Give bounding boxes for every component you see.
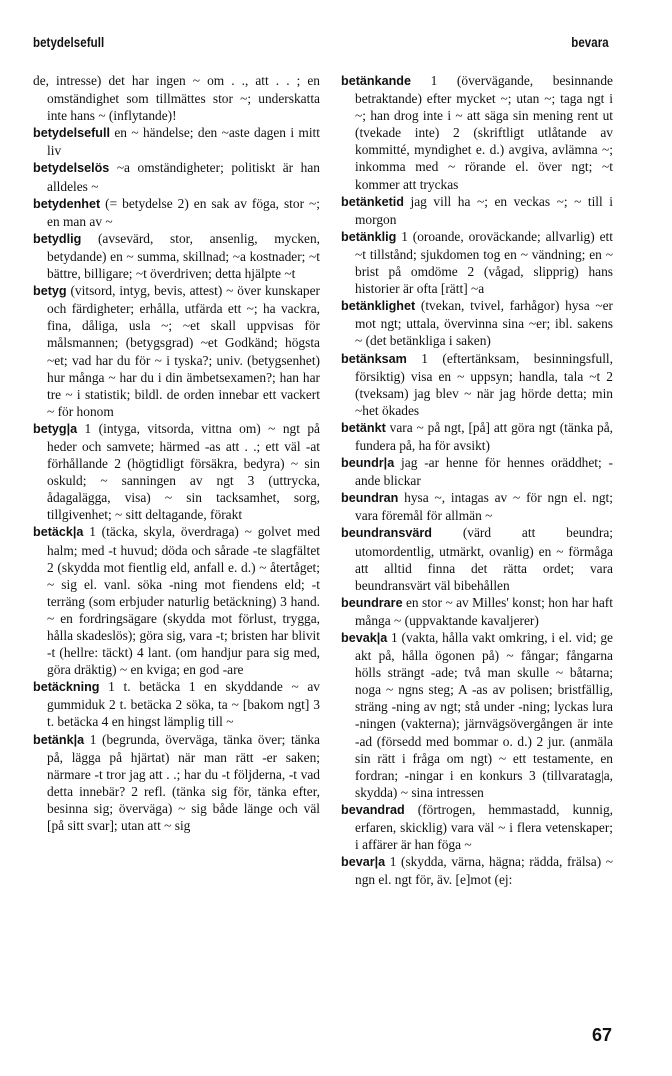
definition: 1 (täcka, skyla, överdraga) ~ golvet med halm; med -t huvud; döda och sårade -te slagfältet 2 (skydda mot fientlig eld, anfall e. d.) ~ återtåget; ~ sig el. vanl. söka -ning mot fiendens eld; -t terräng (som erbjuder naturlig betäckning) 3 hand. ~ en fordringsägare (skydda mot förlust, trygga, hålla skadeslös); göra sig, vara -t; bristen har blivit -t (hellre: täckt) 4 lant. (om handjur para sig med, göra dräktig) ~ en kviga; en god -are — [47, 524, 320, 678]
running-head-left: betydelsefull — [33, 34, 105, 50]
headword: betänkande — [341, 74, 411, 88]
headword: betäck|a — [33, 525, 84, 540]
headword: beundran — [341, 491, 399, 506]
dictionary-entry — [341, 419, 613, 454]
headword: betänksam — [341, 351, 407, 366]
dictionary-entry — [341, 594, 613, 629]
dictionary-entry — [341, 524, 613, 593]
headword: beundr|a — [341, 456, 395, 471]
definition: 1 (intyga, vitsorda, vittna om) ~ ngt på heder och samvete; härmed -as att . .; ett väl -at förhållande 2 (högtidligt försäkra, bedyra) ~ sin oskuld; ~ sanningen av ngt 3 (uttrycka, ådagalägga, visa) ~ sin tacksamhet, sorg, tillgivenhet; ~ sitt deltagande, förakt — [47, 420, 320, 523]
headword: betyg|a — [33, 421, 78, 436]
dictionary-entry — [33, 195, 320, 230]
definition: 1 (övervägande, besinnande betraktande) efter mycket ~; utan ~; taga ngt i ~; han drog inte i ~ att säga sin mening rent ut (tvekade inte) 2 (skriftligt utlåtande av kommitté, myndighet e. d.) avgiva, avlämna ~; inkomma med ~ rörande el. över ngt; ~t kommer att tryckas — [355, 73, 613, 192]
headword: betäckning — [33, 680, 100, 695]
dictionary-entry — [33, 159, 320, 194]
definition: 1 (eftertänksam, besinningsfull, försiktig) visa en ~ uppsyn; handla, tala ~t 2 (tveksam) jag blev ~ när jag hörde detta; min ~het ökades — [355, 350, 613, 418]
dictionary-entry — [33, 523, 320, 678]
definition: de, intresse) det har ingen ~ om . ., att . . ; en omständighet som tillmättes stor ~; underskatta inte hans ~ (inflytande)! — [33, 73, 320, 124]
definition: en ~ händelse; den ~aste dagen i mitt liv — [47, 125, 320, 159]
headword: betänk|a — [33, 732, 85, 747]
definition: 1 (oroande, oroväckande; allvarlig) ett ~t tillstånd; sjukdomen tog en ~ vändning; en ~ brist på omdöme 2 (vågad, slipprig) hans historier är ofta [rätt] ~a — [355, 228, 613, 297]
dictionary-entry — [341, 228, 613, 297]
definition: 1 (skydda, värna, hägna; rädda, frälsa) ~ ngn el. ngt för, äv. [e]mot (ej: — [355, 854, 613, 888]
definition: (avsevärd, stor, ansenlig, mycken, betydande) en ~ summa, skillnad; ~a kostnader; ~t bättre, billigare; ~t överdriven; detta hjälpte ~t — [47, 230, 320, 282]
dictionary-entry — [33, 124, 320, 159]
definition: jag vill ha ~; en veckas ~; ~ till i morgon — [355, 193, 613, 227]
dictionary-entry — [341, 454, 613, 489]
headword: beundrare — [341, 595, 403, 610]
definition: 1 (vakta, hålla vakt omkring, i el. vid; ge akt på, hålla ögonen på) ~ fångar; fångarna hölls strängt -ade; två man skulle ~ båtarna; noga ~ ngns steg; A -as av polisen; bristfällig, sträng -ning av ngt; stå under -ning; lyckas lura -ningen (vakterna); järnvägsövergången är inte -ad (försedd med bommar o. d.) 2 jur. (anmäla sin rätt i fråga om ngt) ~ ett testamente, en fordran; -ningar i en konkurs 3 (tillvaratag|a, skydda) ~ sina intressen — [355, 630, 613, 800]
headword: betyg — [33, 284, 67, 299]
headword: betydelsefull — [33, 126, 110, 141]
right-column — [341, 72, 613, 888]
dictionary-entry — [33, 420, 320, 524]
headword: betydelselös — [33, 161, 110, 176]
headword: betydenhet — [33, 196, 101, 211]
definition: (vitsord, intyg, bevis, attest) ~ över kunskaper och färdigheter; erhålla, utfärda ett ~; ha vackra, fina, dåliga, usla ~; ~et skall uppvisas för målsmannen; (betygsgrad) ~et Godkänd; högsta ~et; vad har du för ~ i tyska?; univ. (betygsenhet) hur många ~ har du i din ämbetsexamen?; han har tre ~ i statistik; bildl. de orden innebar ett vackert ~ för honom — [47, 283, 320, 419]
dictionary-entry — [33, 72, 320, 124]
dictionary-entry — [341, 629, 613, 801]
headword: bevar|a — [341, 855, 386, 870]
dictionary-entry — [341, 489, 613, 524]
dictionary-entry — [33, 282, 320, 420]
definition: (värd att beundra; utomordentlig, utmärkt, ovanlig) en ~ förmåga att alltid finna det rätta ordet; vara beundransvärt väl bibehållen — [355, 525, 613, 593]
dictionary-entry — [33, 230, 320, 282]
dictionary-entry — [33, 678, 320, 730]
headword: betänklighet — [341, 299, 416, 314]
left-column — [33, 72, 320, 834]
dictionary-entry — [341, 72, 613, 193]
headword: bevandrad — [341, 802, 405, 817]
definition: jag -ar henne för hennes oräddhet; -ande blickar — [355, 455, 613, 489]
dictionary-entry — [33, 731, 320, 835]
running-head-right: bevara — [571, 34, 609, 50]
headword: betänklig — [341, 229, 397, 244]
definition: 1 t. betäcka 1 en skyddande ~ av gummiduk 2 t. betäcka 2 söka, ta ~ [bakom ngt] 3 t. betäcka 4 en hingst lämplig till ~ — [47, 679, 320, 730]
running-header — [33, 34, 609, 54]
definition: vara ~ på ngt, [på] att göra ngt (tänka på, fundera på, ha för avsikt) — [355, 419, 613, 453]
headword: betänkt — [341, 420, 386, 435]
definition: (förtrogen, hemmastadd, kunnig, erfaren, skicklig) vara väl ~ i flera vetenskaper; i affärer är han föga ~ — [355, 801, 613, 853]
definition: ~a omständigheter; politiskt är han alldeles ~ — [47, 160, 320, 194]
headword: bevak|a — [341, 631, 388, 645]
dictionary-entry — [341, 801, 613, 853]
definition: (tvekan, tvivel, farhågor) hysa ~er mot ngt; uttala, övervinna sina ~er; ibl. sakens ~ (det betänkliga i saken) — [355, 298, 613, 349]
headword: betänketid — [341, 194, 404, 209]
definition: en stor ~ av Milles' konst; hon har haft många ~ (uppvaktande kavaljerer) — [355, 594, 613, 628]
dictionary-entry — [341, 350, 613, 419]
dictionary-entry — [341, 853, 613, 888]
definition: hysa ~, intagas av ~ för ngn el. ngt; vara föremål för allmän ~ — [355, 490, 613, 524]
dictionary-entry — [341, 193, 613, 228]
headword: beundransvärd — [341, 526, 432, 541]
definition: (= betydelse 2) en sak av föga, stor ~; en man av ~ — [47, 195, 320, 229]
dictionary-entry — [341, 297, 613, 349]
page-number: 67 — [591, 1025, 612, 1045]
headword: betydlig — [33, 231, 82, 246]
definition: 1 (begrunda, överväga, tänka över; tänka på, lägga på hjärtat) när man rätt -er saken; närmare -t tror jag att . .; har du -t följderna, -t vad detta innebär? 2 refl. (tänka sig för, tänka efter, besinna sig; överväga) ~ sig både länge och väl [på sitt svar]; utan att ~ sig — [47, 731, 320, 834]
